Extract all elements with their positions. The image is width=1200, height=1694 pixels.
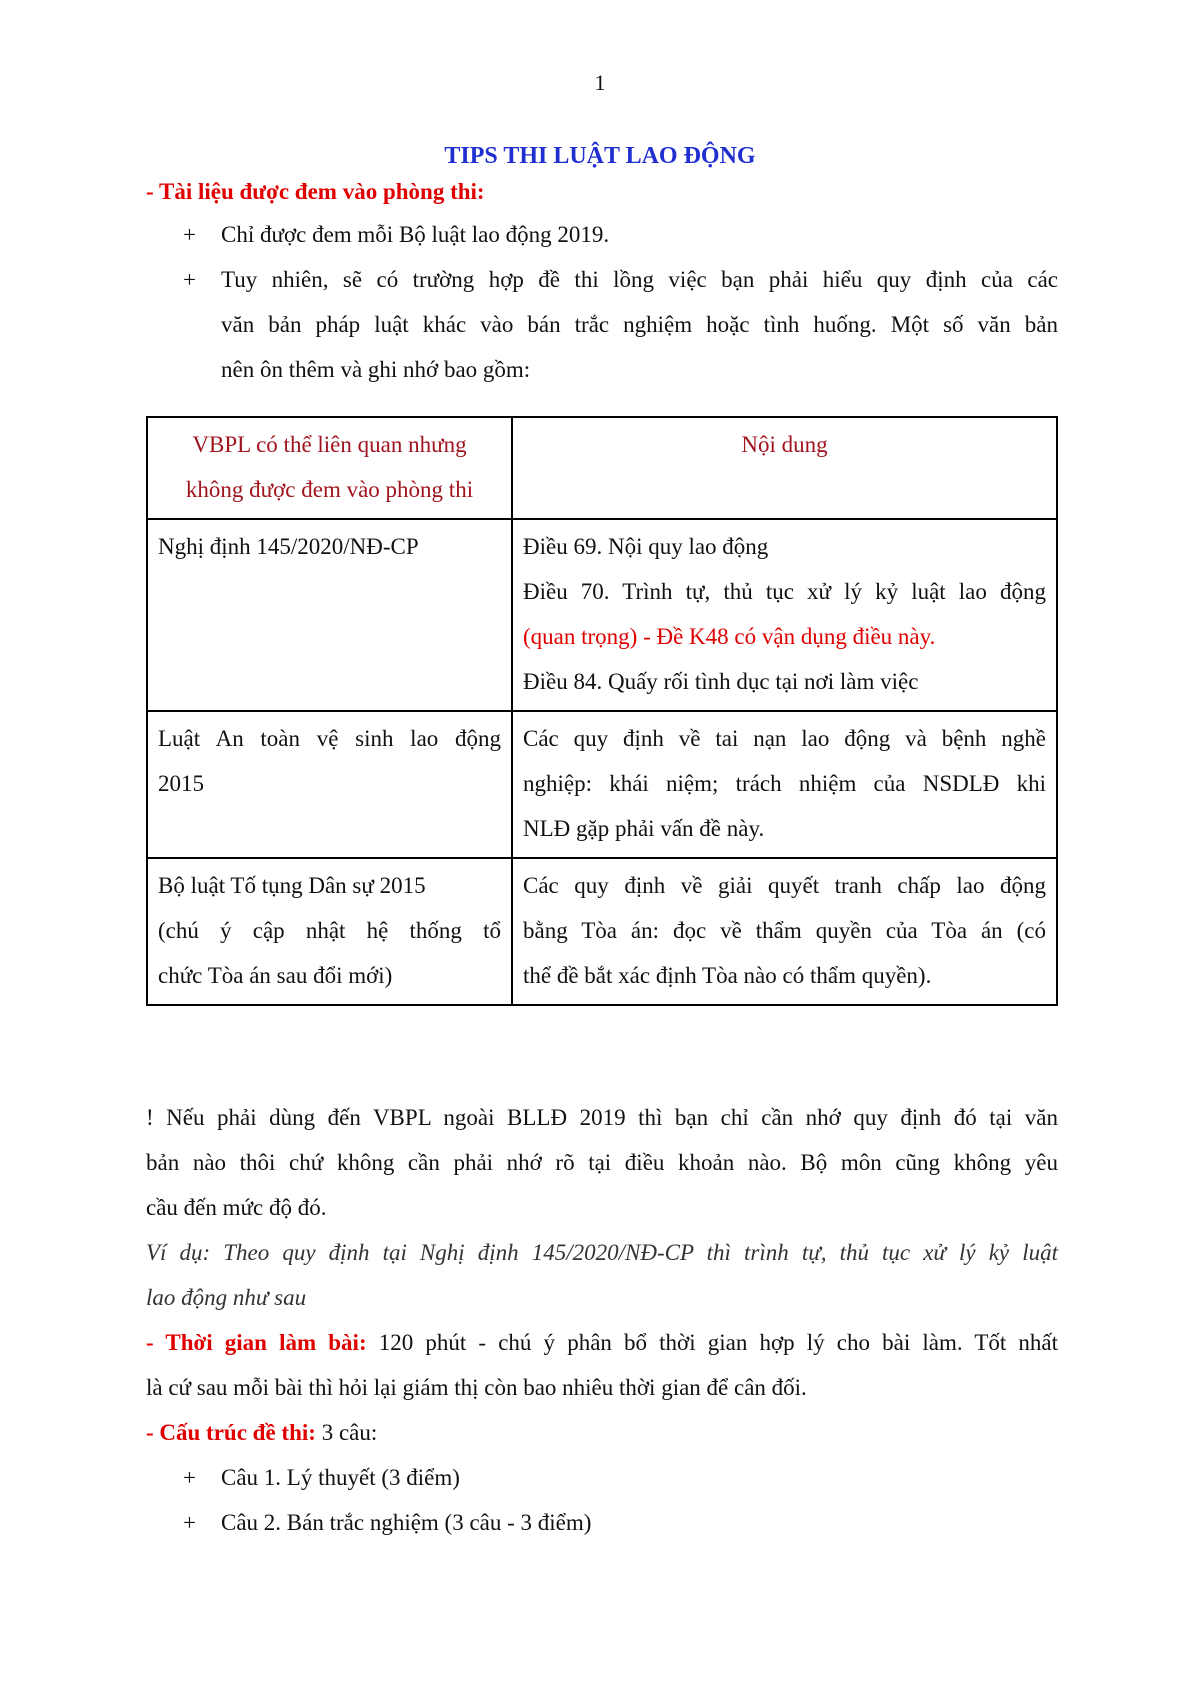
- table-row: [147, 519, 1057, 711]
- cell-text: Điều 69. Nội quy lao động: [523, 534, 769, 559]
- bullet-marker: +: [183, 1510, 196, 1535]
- list-item: Câu 1. Lý thuyết (3 điểm): [221, 1465, 460, 1490]
- cell-text: NLĐ gặp phải vấn đề này.: [523, 816, 765, 841]
- header-cell-documents: [147, 417, 512, 519]
- list-item: Câu 2. Bán trắc nghiệm (3 câu - 3 điểm): [221, 1510, 592, 1535]
- bullet-marker: +: [183, 267, 196, 292]
- section-time-line: là cứ sau mỗi bài thì hỏi lại giám thị còn bao nhiêu thời gian để cân đối.: [146, 1375, 807, 1400]
- cell-text: Bộ luật Tố tụng Dân sự 2015: [158, 873, 426, 898]
- bullet-marker: +: [183, 222, 196, 247]
- section-time-text: 120 phút - chú ý phân bổ thời gian hợp lý cho bài làm. Tốt nhất: [366, 1330, 1059, 1355]
- table-cell: [147, 711, 512, 858]
- section-time: [146, 1328, 1058, 1358]
- cell-text: bằng Tòa án: đọc về thẩm quyền của Tòa án (có: [523, 918, 1046, 943]
- table-cell: [147, 519, 512, 711]
- cell-text: Các quy định về tai nạn lao động và bệnh nghề: [523, 726, 1046, 751]
- cell-text: Nghị định 145/2020/NĐ-CP: [158, 534, 419, 559]
- section-heading-structure: - Cấu trúc đề thi:: [146, 1420, 316, 1445]
- legal-documents-table: [146, 416, 1058, 1006]
- example-line: Ví dụ: Theo quy định tại Nghị định 145/2020/NĐ-CP thì trình tự, thủ tục xử lý kỷ luật: [146, 1240, 1058, 1265]
- document-title: TIPS THI LUẬT LAO ĐỘNG: [444, 143, 756, 169]
- cell-text: Luật An toàn vệ sinh lao động: [158, 726, 501, 751]
- bullet-text-line: Tuy nhiên, sẽ có trường hợp đề thi lồng việc bạn phải hiểu quy định của các: [221, 267, 1058, 292]
- section-heading-materials: - Tài liệu được đem vào phòng thi:: [146, 179, 485, 204]
- table-cell: [512, 711, 1057, 858]
- bullet-text-line: văn bản pháp luật khác vào bán trắc nghiệm hoặc tình huống. Một số văn bản: [221, 312, 1058, 337]
- table-header-row: [147, 417, 1057, 519]
- cell-text: (chú ý cập nhật hệ thống tổ: [158, 918, 501, 943]
- cell-text: chức Tòa án sau đổi mới): [158, 963, 393, 988]
- table-cell: [147, 858, 512, 1005]
- table-cell: [512, 519, 1057, 711]
- header-text: VBPL có thể liên quan nhưng: [192, 432, 467, 457]
- cell-text: Điều 70. Trình tự, thủ tục xử lý kỷ luật lao động: [523, 579, 1046, 604]
- section-structure: [146, 1418, 377, 1448]
- table-row: [147, 711, 1057, 858]
- cell-text: Điều 84. Quấy rối tình dục tại nơi làm việc: [523, 669, 919, 694]
- table-row: [147, 858, 1057, 1005]
- bullet-marker: +: [183, 1465, 196, 1490]
- cell-text: nghiệp: khái niệm; trách nhiệm của NSDLĐ khi: [523, 771, 1046, 796]
- table-cell: [512, 858, 1057, 1005]
- note-line: bản nào thôi chứ không cần phải nhớ rõ tại điều khoản nào. Bộ môn cũng không yêu: [146, 1150, 1058, 1175]
- page-number: 1: [594, 70, 606, 95]
- cell-text: 2015: [158, 771, 204, 796]
- section-heading-time: - Thời gian làm bài:: [146, 1330, 367, 1355]
- header-text: không được đem vào phòng thi: [185, 477, 474, 502]
- note-line: cầu đến mức độ đó.: [146, 1195, 327, 1220]
- cell-text: Các quy định về giải quyết tranh chấp lao động: [523, 873, 1046, 898]
- bullet-text: Chỉ được đem mỗi Bộ luật lao động 2019.: [221, 222, 610, 247]
- cell-text-highlight: (quan trọng) - Đề K48 có vận dụng điều này.: [523, 624, 936, 649]
- example-line: lao động như sau: [146, 1285, 307, 1310]
- bullet-text-line: nên ôn thêm và ghi nhớ bao gồm:: [221, 357, 531, 382]
- section-structure-text: 3 câu:: [315, 1420, 378, 1445]
- cell-text: thể đề bắt xác định Tòa nào có thẩm quyền).: [523, 963, 932, 988]
- note-line: ! Nếu phải dùng đến VBPL ngoài BLLĐ 2019 thì bạn chỉ cần nhớ quy định đó tại văn: [146, 1105, 1058, 1130]
- header-cell-content: [512, 417, 1057, 519]
- header-text: Nội dung: [741, 432, 828, 457]
